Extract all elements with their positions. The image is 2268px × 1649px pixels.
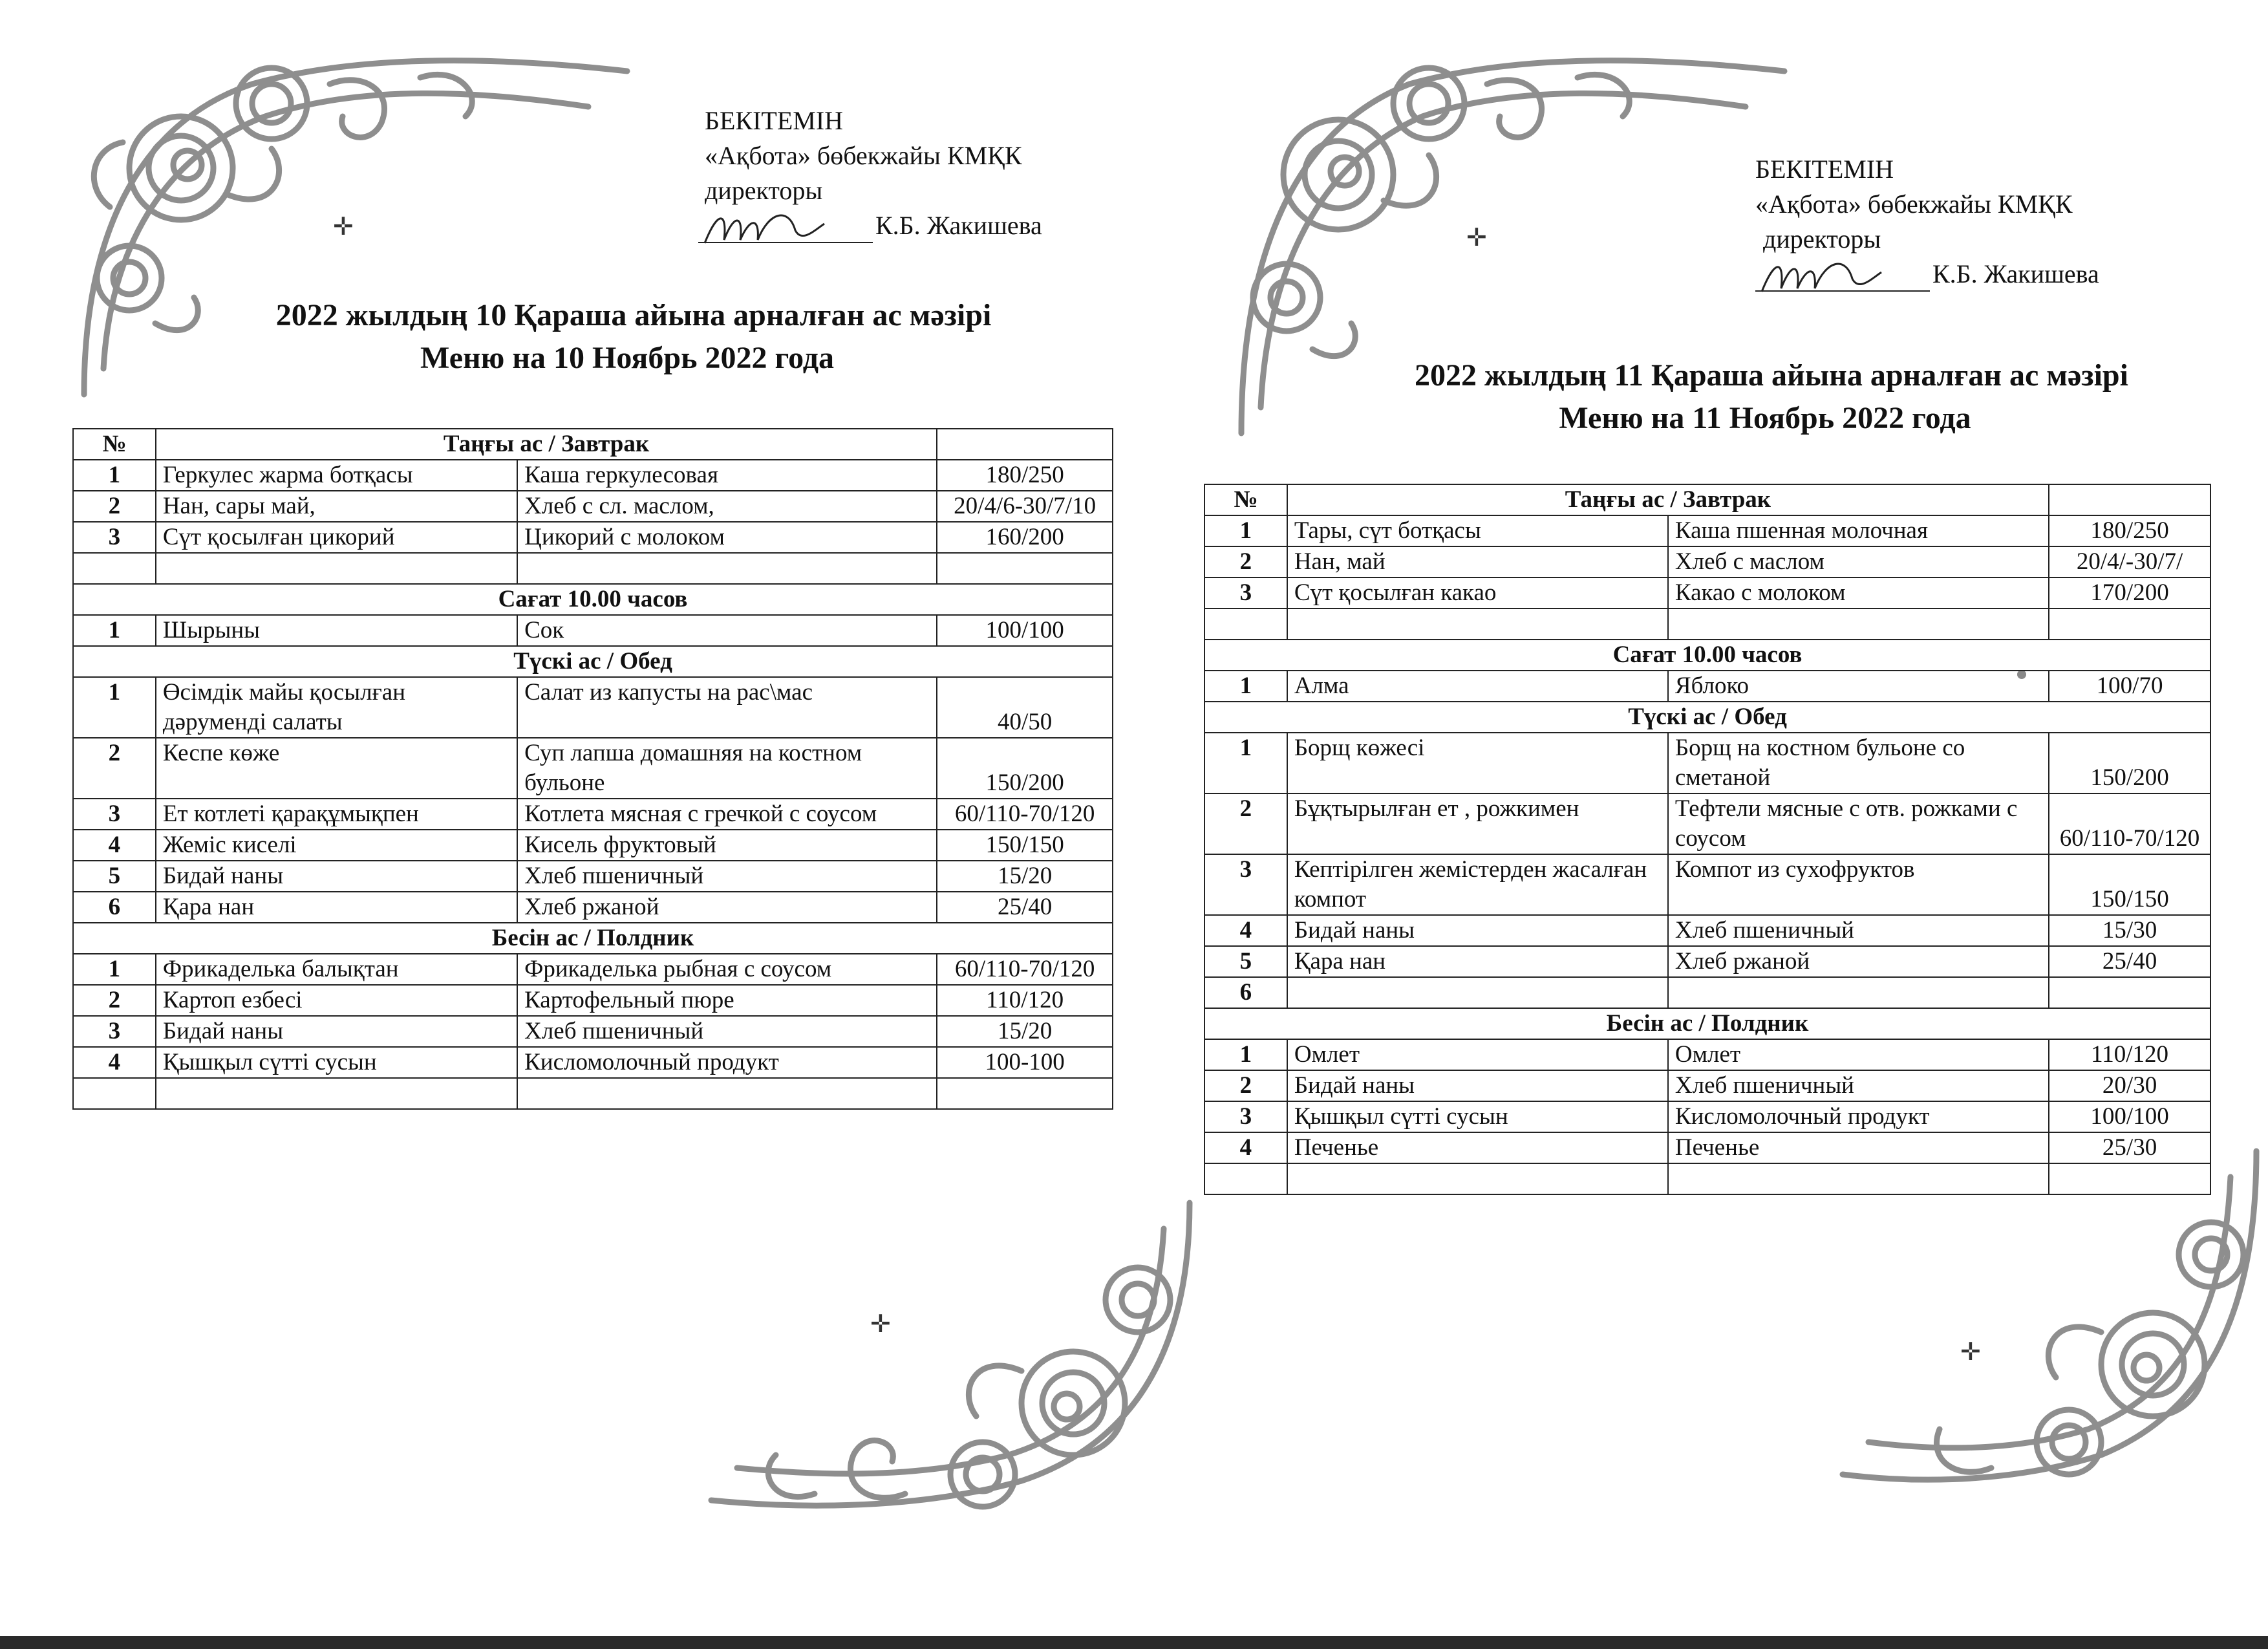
item-portion: 100/100 [2049,1101,2210,1132]
item-number: 1 [73,615,156,646]
item-portion: 25/40 [2049,946,2210,977]
menu-row [73,738,1113,799]
item-portion: 20/4/6-30/7/10 [937,491,1113,522]
registration-mark-icon: ✛ [1960,1339,1981,1366]
item-name-kz: Картоп езбесі [156,985,517,1016]
section-title: Түскі ас / Обед [73,646,1113,677]
item-portion: 110/120 [937,985,1113,1016]
item-name-kz [156,553,517,584]
item-name-ru: Картофельный пюре [517,985,937,1016]
item-number [73,553,156,584]
item-name-kz: Бидай наны [1287,1070,1668,1101]
item-portion: 100-100 [937,1047,1113,1078]
menu-heading-right [1254,354,2268,440]
menu-row [1204,977,2210,1008]
menu-row [1204,1070,2210,1101]
item-number [1204,1163,1287,1194]
menu-row [73,861,1113,892]
item-portion: 150/200 [937,738,1113,799]
menu-row [1204,1163,2210,1194]
item-number: 1 [1204,733,1287,793]
menu-row [1204,577,2210,609]
item-name-kz: Қышқыл сүтті сусын [1287,1101,1668,1132]
menu-row [73,460,1113,491]
section-header-row [73,429,1113,460]
section-header-row [73,584,1113,615]
item-name-ru [517,553,937,584]
item-portion: 180/250 [2049,515,2210,546]
item-number: 1 [1204,1039,1287,1070]
item-number: 3 [1204,1101,1287,1132]
ornament-bottom-left-icon [698,1190,1203,1526]
menu-table-right [1204,484,2211,1195]
scan-edge [0,1636,2268,1649]
menu-row [1204,1039,2210,1070]
item-name-ru: Омлет [1668,1039,2049,1070]
signature-line [1755,267,1930,292]
item-portion: 60/110-70/120 [937,954,1113,985]
item-number: 1 [73,954,156,985]
item-number: 3 [73,522,156,553]
item-name-ru [1668,977,2049,1008]
item-portion [2049,1163,2210,1194]
item-number: 2 [73,738,156,799]
item-portion: 150/200 [2049,733,2210,793]
item-name-kz: Сүт қосылған какао [1287,577,1668,609]
item-name-ru: Хлеб с сл. маслом, [517,491,937,522]
signature-icon [1755,253,1885,298]
item-name-ru: Сок [517,615,937,646]
item-name-ru: Яблоко [1668,671,2049,702]
menu-row [1204,1101,2210,1132]
item-name-kz: Жеміс киселі [156,830,517,861]
approval-title: БЕКІТЕМІН [705,106,844,135]
item-name-kz: Нан, сары май, [156,491,517,522]
menu-table-left [72,428,1113,1110]
approval-position: директоры [705,176,823,205]
item-number: 6 [1204,977,1287,1008]
item-name-ru: Суп лапша домашняя на костном бульоне [517,738,937,799]
menu-row [73,491,1113,522]
item-portion: 60/110-70/120 [937,799,1113,830]
item-portion: 160/200 [937,522,1113,553]
menu-row [1204,793,2210,854]
item-number: 5 [1204,946,1287,977]
menu-row [73,522,1113,553]
approval-organization: «Ақбота» бөбекжайы КМҚК [1755,189,2073,219]
portion-header [2049,484,2210,515]
item-portion: 15/20 [937,1016,1113,1047]
section-title: Бесін ас / Полдник [1204,1008,2210,1039]
item-name-ru: Салат из капусты на рас\мас [517,677,937,738]
portion-header [937,429,1113,460]
director-name: К.Б. Жакишева [875,211,1042,240]
approval-block-left [705,103,1042,243]
item-name-kz: Алма [1287,671,1668,702]
item-name-ru: Хлеб ржаной [517,892,937,923]
director-name: К.Б. Жакишева [1932,259,2099,288]
item-portion: 40/50 [937,677,1113,738]
section-title: Бесін ас / Полдник [73,923,1113,954]
item-name-ru: Хлеб с маслом [1668,546,2049,577]
menu-row [73,677,1113,738]
item-name-ru: Кисломолочный продукт [1668,1101,2049,1132]
item-portion [2049,977,2210,1008]
item-portion [2049,609,2210,640]
item-portion: 110/120 [2049,1039,2210,1070]
menu-row [1204,515,2210,546]
item-portion: 60/110-70/120 [2049,793,2210,854]
item-name-kz: Борщ көжесі [1287,733,1668,793]
menu-row [73,1047,1113,1078]
item-number [73,1078,156,1109]
item-portion: 150/150 [2049,854,2210,915]
section-title: Таңғы ас / Завтрак [1287,484,2049,515]
item-name-ru: Каша пшенная молочная [1668,515,2049,546]
menu-row [1204,1132,2210,1163]
approval-block-right [1755,152,2099,292]
item-name-ru: Тефтели мясные с отв. рожками с соусом [1668,793,2049,854]
item-name-ru: Хлеб пшеничный [1668,1070,2049,1101]
item-name-kz: Кептірілген жемістерден жасалған компот [1287,854,1668,915]
item-number: 1 [73,677,156,738]
item-portion [937,1078,1113,1109]
item-name-kz: Тары, сүт ботқасы [1287,515,1668,546]
section-title: Түскі ас / Обед [1204,702,2210,733]
item-number: 1 [1204,671,1287,702]
item-name-kz: Печенье [1287,1132,1668,1163]
item-number: 4 [73,830,156,861]
item-name-kz: Нан, май [1287,546,1668,577]
item-name-kz [1287,1163,1668,1194]
approval-position: директоры [1763,224,1881,253]
item-portion: 25/40 [937,892,1113,923]
section-header-row [1204,640,2210,671]
item-number: 4 [1204,1132,1287,1163]
item-number: 3 [73,799,156,830]
item-name-ru: Хлеб пшеничный [1668,915,2049,946]
item-portion: 150/150 [937,830,1113,861]
menu-row [73,799,1113,830]
item-name-ru: Кисель фруктовый [517,830,937,861]
item-number: 5 [73,861,156,892]
item-name-ru: Компот из сухофруктов [1668,854,2049,915]
item-name-ru: Цикорий с молоком [517,522,937,553]
menu-row [73,553,1113,584]
item-portion: 15/20 [937,861,1113,892]
menu-heading-left [116,294,1151,380]
section-title: Сағат 10.00 часов [73,584,1113,615]
item-number: 1 [73,460,156,491]
item-number: 3 [1204,577,1287,609]
item-portion: 100/100 [937,615,1113,646]
item-portion: 100/70 [2049,671,2210,702]
item-name-ru [517,1078,937,1109]
item-portion: 25/30 [2049,1132,2210,1163]
item-name-ru: Фрикаделька рыбная с соусом [517,954,937,985]
item-name-ru [1668,1163,2049,1194]
item-number: 2 [73,985,156,1016]
menu-row [1204,915,2210,946]
item-number: 2 [73,491,156,522]
item-portion: 180/250 [937,460,1113,491]
section-header-row [73,923,1113,954]
item-portion: 170/200 [2049,577,2210,609]
menu-row [73,1016,1113,1047]
menu-row [1204,733,2210,793]
item-name-ru: Борщ на костном бульоне со сметаной [1668,733,2049,793]
number-header: № [73,429,156,460]
item-name-ru [1668,609,2049,640]
item-number: 4 [1204,915,1287,946]
menu-row [1204,609,2210,640]
item-name-ru: Кисломолочный продукт [517,1047,937,1078]
item-name-kz [156,1078,517,1109]
item-name-kz: Геркулес жарма ботқасы [156,460,517,491]
registration-mark-icon: ✛ [333,213,354,241]
menu-row [73,985,1113,1016]
item-number: 1 [1204,515,1287,546]
item-name-ru: Котлета мясная с гречкой с соусом [517,799,937,830]
item-portion: 20/30 [2049,1070,2210,1101]
registration-mark-icon: ✛ [1466,224,1487,252]
item-name-kz [1287,977,1668,1008]
item-name-kz [1287,609,1668,640]
menu-row [1204,854,2210,915]
item-number: 4 [73,1047,156,1078]
item-name-kz: Шырыны [156,615,517,646]
item-name-ru: Печенье [1668,1132,2049,1163]
title-kz: 2022 жылдың 10 Қараша айына арналған ас мәзірі [275,298,992,332]
item-name-ru: Каша геркулесовая [517,460,937,491]
item-portion [937,553,1113,584]
menu-row [73,892,1113,923]
registration-mark-icon: ✛ [870,1311,891,1338]
item-name-kz: Кеспе көже [156,738,517,799]
item-name-kz: Өсімдік майы қосылған дәруменді салаты [156,677,517,738]
section-header-row [1204,484,2210,515]
section-header-row [1204,702,2210,733]
item-number: 2 [1204,546,1287,577]
menu-row [1204,546,2210,577]
menu-row [73,830,1113,861]
item-name-ru: Какао с молоком [1668,577,2049,609]
item-name-kz: Бұқтырылған ет , рожкимен [1287,793,1668,854]
menu-row [73,954,1113,985]
approval-organization: «Ақбота» бөбекжайы КМҚК [705,141,1022,170]
item-name-kz: Бидай наны [1287,915,1668,946]
number-header: № [1204,484,1287,515]
menu-row [73,1078,1113,1109]
item-number: 6 [73,892,156,923]
item-portion: 20/4/-30/7/ [2049,546,2210,577]
item-name-kz: Қара нан [156,892,517,923]
section-header-row [1204,1008,2210,1039]
menu-row [1204,946,2210,977]
section-title: Таңғы ас / Завтрак [156,429,937,460]
title-ru: Меню на 11 Ноябрь 2022 года [1559,401,1971,435]
item-name-kz: Ет котлеті қарақұмықпен [156,799,517,830]
item-name-kz: Бидай наны [156,1016,517,1047]
item-name-kz: Фрикаделька балықтан [156,954,517,985]
signature-line [698,219,873,243]
item-number [1204,609,1287,640]
section-header-row [73,646,1113,677]
approval-title: БЕКІТЕМІН [1755,155,1894,184]
title-ru: Меню на 10 Ноябрь 2022 года [420,341,834,375]
title-kz: 2022 жылдың 11 Қараша айына арналған ас мәзірі [1415,358,2128,393]
item-number: 2 [1204,793,1287,854]
item-name-ru: Хлеб пшеничный [517,861,937,892]
item-name-kz: Қара нан [1287,946,1668,977]
item-name-ru: Хлеб пшеничный [517,1016,937,1047]
item-number: 3 [1204,854,1287,915]
item-name-kz: Омлет [1287,1039,1668,1070]
signature-icon [698,204,828,250]
menu-row [73,615,1113,646]
item-name-kz: Қышқыл сүтті сусын [156,1047,517,1078]
menu-row [1204,671,2210,702]
item-portion: 15/30 [2049,915,2210,946]
section-title: Сағат 10.00 часов [1204,640,2210,671]
item-name-kz: Бидай наны [156,861,517,892]
item-number: 2 [1204,1070,1287,1101]
item-name-kz: Сүт қосылған цикорий [156,522,517,553]
item-name-ru: Хлеб ржаной [1668,946,2049,977]
item-number: 3 [73,1016,156,1047]
